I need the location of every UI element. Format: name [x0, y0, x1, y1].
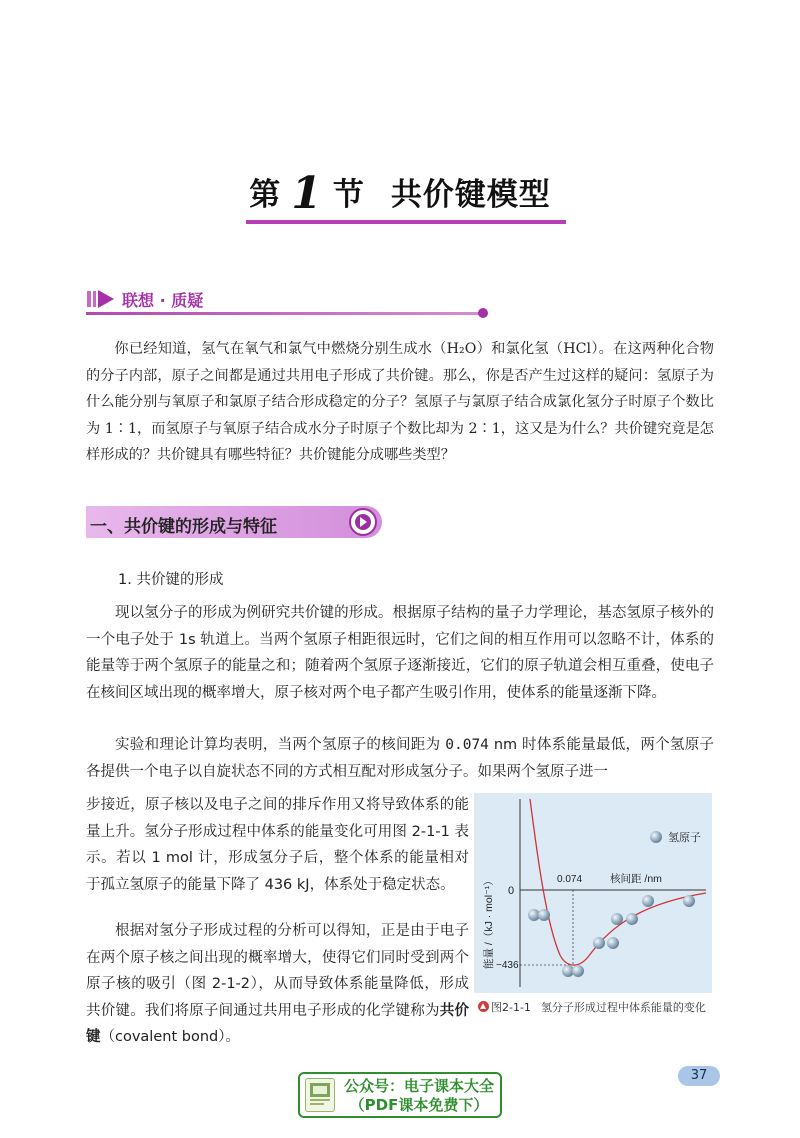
page-number: 37	[678, 1066, 720, 1086]
caption-triangle-icon	[478, 1001, 489, 1012]
y-axis-label: 能量 /（kJ · mol⁻¹）	[483, 875, 495, 969]
thinking-box-header	[86, 286, 203, 312]
energy-diagram	[474, 793, 712, 993]
caption-text: 氢分子形成过程中体系能量的变化	[540, 1001, 706, 1014]
page-title	[0, 165, 800, 219]
subsection-heading: 1. 共价键的形成	[118, 572, 224, 588]
play-arrow-icon	[86, 288, 118, 310]
key-term: 共价键	[86, 1002, 470, 1045]
x-mark-label: 0.074	[557, 874, 583, 885]
legend-label: 氢原子	[668, 832, 701, 844]
thinking-box-paragraph: 你已经知道，氢气在氧气和氯气中燃烧分别生成水（H₂O）和氯化氢（HCl）。在这两种化合物的分子内部，原子之间都是通过共用电子形成了共价键。那么，你是否产生过这样的疑问：氢原子为什么能分别与氧原子和氯原子结合形成稳定的分子？氢原子与氯原子结合成氯化氢分子时原子个数比为 1∶1，而氢原子与氧原子结合成水分子时原子个数比却为 2∶1，这又是为什么？共价键究竟是怎样形成的？共价键具有哪些特征？共价键能分成哪些类型？	[86, 341, 714, 463]
caption-number: 图2-1-1	[491, 1001, 531, 1014]
title-prefix: 第	[249, 177, 282, 213]
watermark-line-1: 公众号：电子课本大全	[343, 1077, 494, 1095]
title-number: 1	[291, 168, 323, 219]
thinking-box-rule-dot	[478, 308, 488, 318]
para2-before: 实验和理论计算均表明，当两个氢原子的核间距为	[115, 737, 446, 753]
section-heading: 一、共价键的形成与特征	[90, 517, 277, 537]
title-underline	[246, 220, 566, 224]
book-logo-icon	[305, 1078, 335, 1112]
title-name: 共价键模型	[390, 177, 551, 213]
y-min-label: −436	[496, 960, 519, 971]
arrow-right-icon	[349, 508, 377, 536]
para4-before: 根据对氢分子形成过程的分析可以得知，正是由于电子在两个原子核之间出现的概率增大，使得它们同时受到两个原子核的吸引（图 2-1-2），从而导致体系能量降低，形成共价键。我们将原子间通过共用电子形成的化学键称为	[86, 923, 469, 1019]
para4-after: （covalent bond）。	[100, 1029, 240, 1045]
x-axis-label: 核间距 /nm	[610, 873, 662, 885]
title-suffix: 节	[332, 177, 365, 213]
figure-caption	[478, 1000, 714, 1016]
y-zero-label: 0	[508, 885, 515, 897]
hydrogen-atoms	[528, 831, 695, 977]
para2-after: nm 时体系能量最低，两个氢原子各提供一个电子以自旋状态不同的方式相互配对形成氢分子。如果两个氢原子进一	[86, 737, 714, 780]
body-paragraph-4	[86, 918, 469, 1051]
watermark-badge	[298, 1072, 502, 1118]
body-paragraph-1: 现以氢分子的形成为例研究共价键的形成。根据原子结构的量子力学理论，基态氢原子核外的一个电子处于 1s 轨道上。当两个氢原子相距很远时，它们之间的相互作用可以忽略不计，体系的能量等于两个氢原子的能量之和；随着两个氢原子逐渐接近，它们的原子轨道会相互重叠，使电子在核间区域出现的概率增大，原子核对两个电子都产生吸引作用，使体系的能量逐渐下降。	[86, 605, 714, 701]
thinking-box-rule	[86, 312, 482, 315]
watermark-line-2: （PDF课本免费下）	[349, 1096, 489, 1114]
body-paragraph-2	[86, 732, 714, 785]
thinking-box-label: 联想 · 质疑	[122, 290, 204, 310]
legend-atom-icon	[650, 831, 662, 843]
body-paragraph-3: 步接近，原子核以及电子之间的排斥作用又将导致体系的能量上升。氢分子形成过程中体系的能量变化可用图 2-1-1 表示。若以 1 mol 计，形成氢分子后，整个体系的能量相对于孤立氢原子的能量下降了 436 kJ，体系处于稳定状态。	[86, 797, 469, 893]
para2-value: 0.074	[445, 737, 489, 753]
